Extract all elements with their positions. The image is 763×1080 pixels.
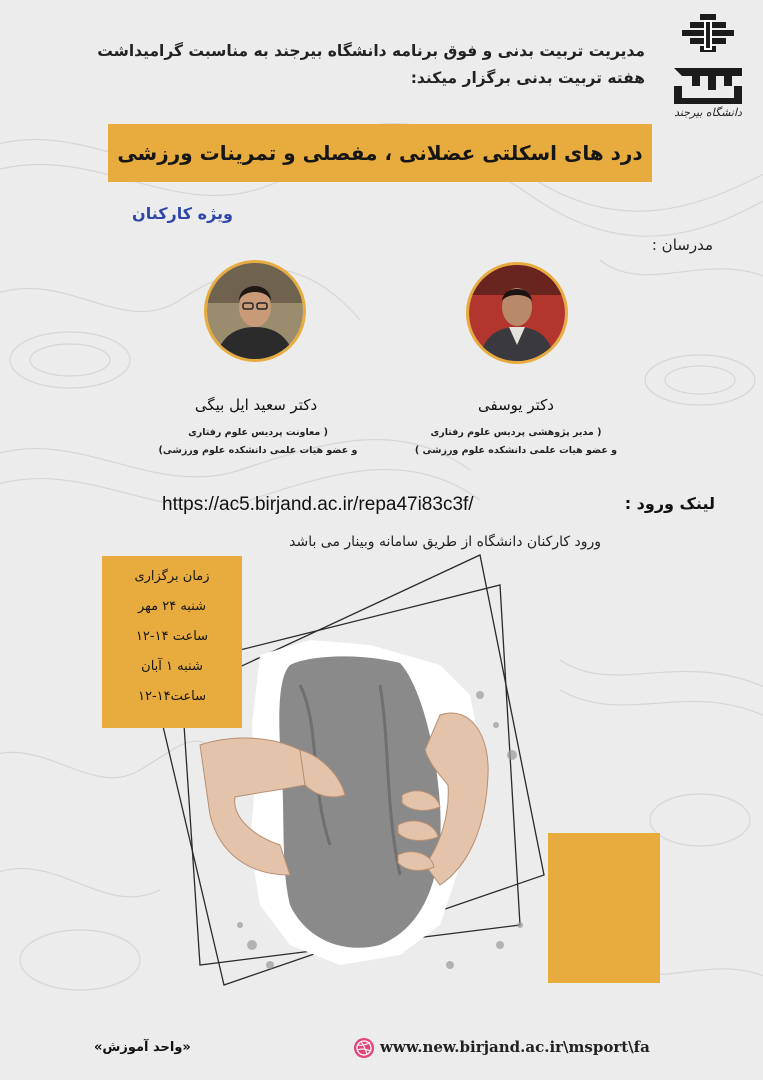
lecturer-role-2 — [128, 424, 388, 460]
teachers-label: مدرسان : — [651, 236, 713, 254]
lecturer-2-role-line-1: ( معاونت پردیس علوم رفتاری — [188, 427, 328, 438]
page-title: درد های اسکلتی عضلانی ، مفصلی و تمرینات ورزشی — [117, 141, 643, 165]
lecturer-2-role-line-2: و عضو هیات علمی دانشکده علوم ورزشی) — [158, 445, 358, 456]
login-note: ورود کارکنان دانشگاه از طریق سامانه وبینار می باشد — [289, 534, 601, 550]
schedule-time-2: ساعت۱۴-۱۲ — [137, 689, 207, 704]
schedule-date-1: شنبه ۲۴ مهر — [137, 599, 207, 614]
footer-unit-label: «واحد آموزش» — [94, 1040, 191, 1055]
lecturer-name-1: دکتر یوسفی — [478, 396, 554, 414]
schedule-time-1: ساعت ۱۴-۱۲ — [135, 629, 209, 644]
schedule-box — [102, 556, 242, 728]
birjand-university-logo-icon — [668, 12, 748, 108]
login-label: لینک ورود : — [624, 494, 715, 513]
logo-caption: دانشگاه بیرجند — [674, 106, 742, 119]
lecturer-1-role-line-1: ( مدیر پژوهشی پردیس علوم رفتاری — [430, 427, 602, 438]
lecturer-name-2: دکتر سعید ایل بیگی — [194, 396, 318, 414]
dribbble-icon — [354, 1038, 374, 1058]
lecturer-1-role-line-2: و عضو هیات علمی دانشکده علوم ورزشی ) — [414, 445, 618, 456]
login-link[interactable]: https://ac5.birjand.ac.ir/repa47i83c3f/ — [162, 494, 474, 515]
header-announcement — [45, 38, 645, 92]
audience-label: ویژه کارکنان — [132, 204, 233, 223]
title-banner — [108, 124, 652, 182]
header-line-1: مدیریت تربیت بدنی و فوق برنامه دانشگاه بیرجند به مناسبت گرامیداشت — [97, 42, 645, 60]
header-line-2: هفته تربیت بدنی برگزار میکند: — [410, 69, 645, 87]
lecturer-photo-1 — [466, 262, 568, 364]
accent-square — [548, 833, 660, 983]
schedule-heading: زمان برگزاری — [134, 569, 210, 584]
lecturer-photo-2 — [204, 260, 306, 362]
footer-website-link[interactable]: www.new.birjand.ac.ir\msport\fa — [380, 1038, 650, 1056]
lecturer-role-1 — [386, 424, 646, 460]
schedule-date-2: شنبه ۱ آبان — [141, 659, 203, 674]
